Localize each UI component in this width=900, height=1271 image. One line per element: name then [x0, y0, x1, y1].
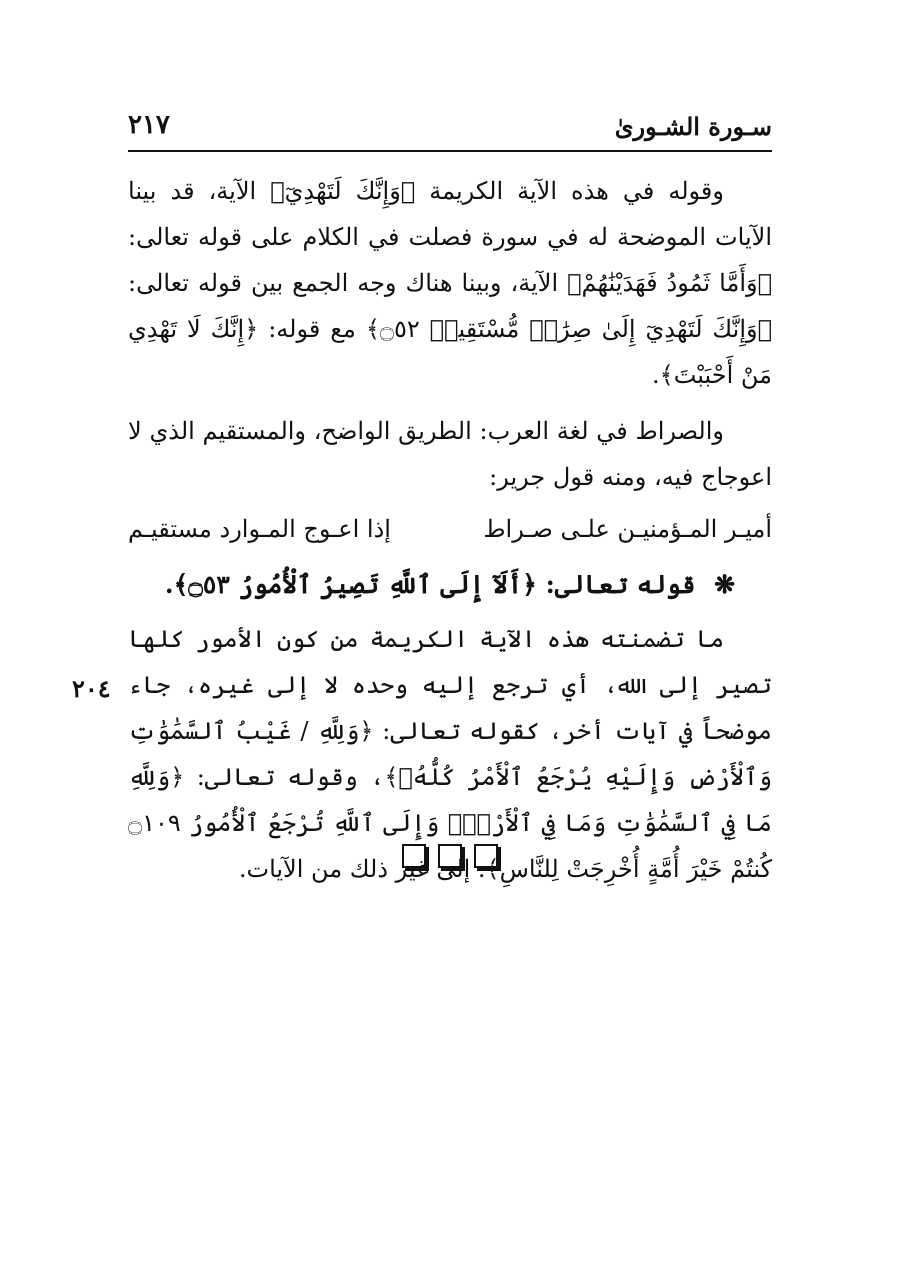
square-ornament-icon [402, 844, 426, 868]
verse-hemistich-first: أميـر المـؤمنيـن علـى صـراط [483, 515, 772, 543]
verse-heading [128, 562, 772, 608]
verse-hemistich-second: إذا اعـوج المـوارد مستقيـم [128, 515, 391, 543]
page-header [128, 108, 772, 152]
paragraph-gap [128, 398, 772, 408]
poetry-verse [128, 506, 772, 552]
page-number: ٢١٧ [128, 110, 170, 140]
verse-heading-text: قوله تعالى: ﴿أَلَآ إِلَى ٱللَّهِ تَصِيرُ ٱلْأُمُورُ ۝٥٣﴾. [164, 570, 696, 599]
star-icon: ❋ [714, 570, 736, 599]
paragraph-3: ما تضمنته هذه الآية الكريمة من كون الأمور كلها تصير إلى الله، أي ترجع إليه وحده لا إلى غيره، جاء موضحاً في آيات أخر، كقوله تعالى: ﴿وَلِلَّهِ / غَيْبُ ٱلسَّمَٰوَٰتِ وَٱلْأَرْضِ وَإِلَيْهِ يُرْجَعُ ٱلْأَمْرُ كُلُّهُۥ﴾، وقوله تعالى: ﴿وَلِلَّهِ مَا فِي ٱلسَّمَٰوَٰتِ وَمَا فِي ٱلْأَرْضِۚ وَإِلَى ٱللَّهِ تُرْجَعُ ٱلْأُمُورُ ۝١٠٩ كُنتُمْ خَيْرَ أُمَّةٍ أُخْرِجَتْ لِلنَّاسِ﴾. إلى غير ذلك من الآيات. [128, 625, 772, 883]
paragraph-2: والصراط في لغة العرب: الطريق الواضح، والمستقيم الذي لا اعوجاج فيه، ومنه قول جرير: [128, 417, 772, 491]
paragraph-1: وقوله في هذه الآية الكريمة ﴿وَإِنَّكَ لَتَهْدِيٓ﴾ الآية، قد بينا الآيات الموضحة له في سورة فصلت في الكلام على قوله تعالى: ﴿وَأَمَّا ثَمُودُ فَهَدَيْنَٰهُمْ﴾ الآية، وبينا هناك وجه الجمع بين قوله تعالى: ﴿وَإِنَّكَ لَتَهْدِيٓ إِلَىٰ صِرَٰطٖ مُّسْتَقِيمٖ ۝٥٢﴾ مع قوله: ﴿إِنَّكَ لَا تَهْدِي مَنْ أَحْبَبْتَ﴾. [128, 177, 773, 389]
page-body [128, 168, 772, 892]
square-ornament-icon [438, 844, 462, 868]
section-end-ornament [0, 844, 900, 868]
surah-title: سـورة الشـورىٰ [614, 112, 772, 141]
square-ornament-icon [474, 844, 498, 868]
margin-page-reference: ٢٠٤ [72, 674, 111, 703]
